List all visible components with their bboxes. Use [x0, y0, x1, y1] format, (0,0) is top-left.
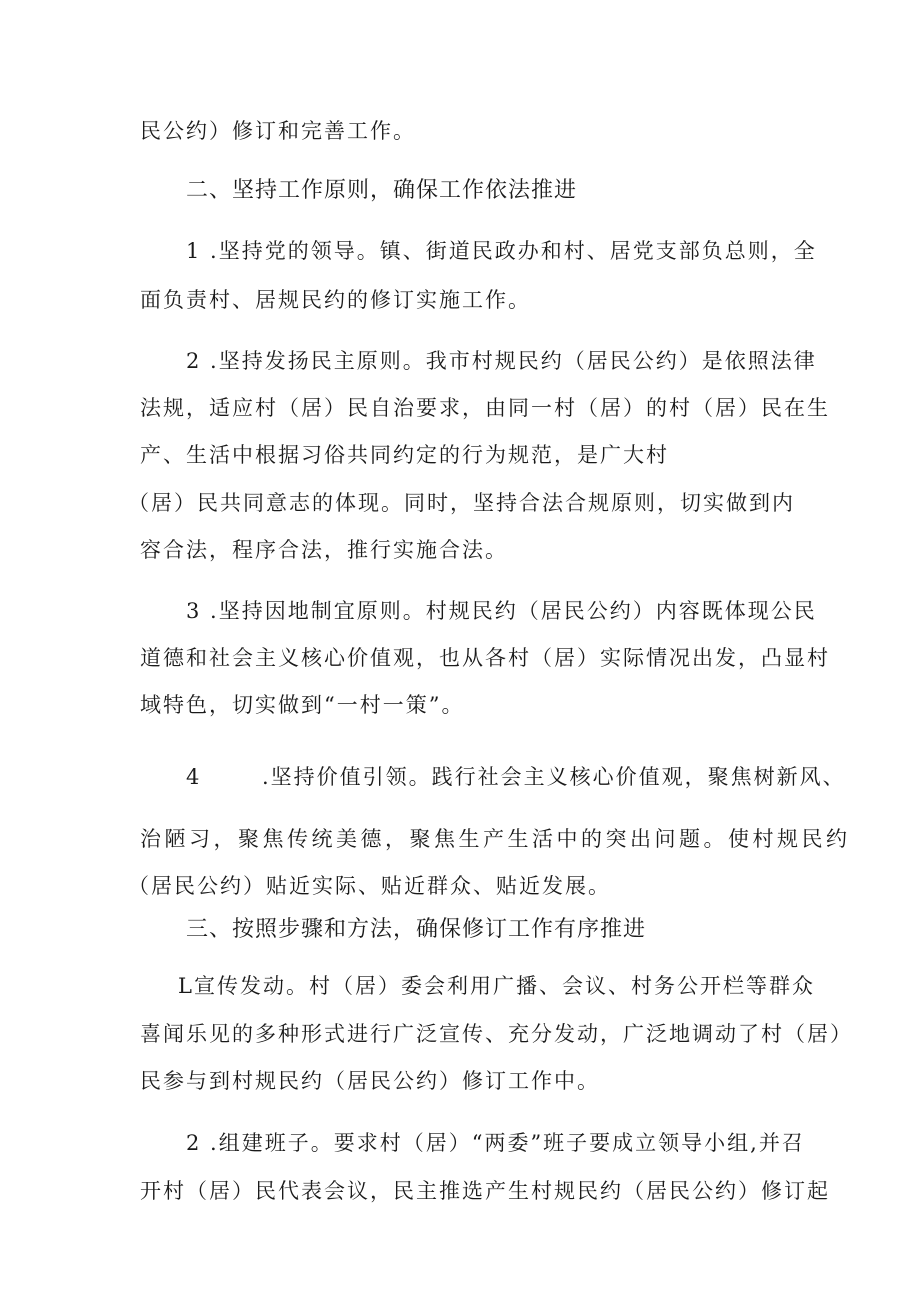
paragraph-line: （居民公约）贴近实际、贴近群众、贴近发展。 — [128, 874, 611, 898]
paragraph-line: 道德和社会主义核心价值观，也从各村（居）实际情况出发，凸显村 — [140, 646, 830, 670]
section-heading-3: 三、按照步骤和方法，确保修订工作有序推进 — [186, 917, 647, 942]
paragraph-line: 1 .坚持党的领导。镇、街道民政办和村、居党支部负总则，全 — [186, 239, 817, 263]
paragraph-line: 容合法，程序合法，推行实施合法。 — [140, 538, 508, 562]
section-heading-2: 二、坚持工作原则，确保工作依法推进 — [186, 178, 578, 203]
paragraph-line — [186, 762, 846, 792]
paragraph-line: 治陋习，聚焦传统美德，聚焦生产生活中的突出问题。使村规民约 — [140, 827, 851, 851]
paragraph-line: 民公约）修订和完善工作。 — [140, 119, 416, 143]
paragraph-line: L宣传发动。村（居）委会利用广播、会议、村务公开栏等群众 — [178, 974, 815, 998]
paragraph-line: 域特色，切实做到“一村一策”。 — [140, 693, 465, 717]
paragraph-line: 3 .坚持因地制宜原则。村规民约（居民公约）内容既体现公民 — [186, 599, 817, 623]
paragraph-line: 面负责村、居规民约的修订实施工作。 — [140, 288, 531, 312]
paragraph-line: （居）民共同意志的体现。同时，坚持合法合规原则，切实做到内 — [128, 491, 795, 515]
paragraph-line: 法规，适应村（居）民自治要求，由同一村（居）的村（居）民在生 — [140, 396, 830, 420]
item-text: .坚持价值引领。践行社会主义核心价值观，聚焦树新风、 — [262, 765, 846, 789]
paragraph-line: 喜闻乐见的多种形式进行广泛宣传、充分发动，广泛地调动了村（居） — [140, 1022, 853, 1046]
paragraph-line: 民参与到村规民约（居民公约）修订工作中。 — [140, 1069, 600, 1093]
paragraph-line: 开村（居）民代表会议，民主推选产生村规民约（居民公约）修订起 — [140, 1179, 830, 1203]
paragraph-line: 2 .坚持发扬民主原则。我市村规民约（居民公约）是依照法律 — [186, 349, 817, 373]
paragraph-line: 2 .组建班子。要求村（居）“两委”班子要成立领导小组,并召 — [186, 1131, 805, 1155]
item-number: 4 — [186, 765, 202, 789]
paragraph-line: 产、生活中根据习俗共同约定的行为规范，是广大村 — [140, 443, 669, 467]
